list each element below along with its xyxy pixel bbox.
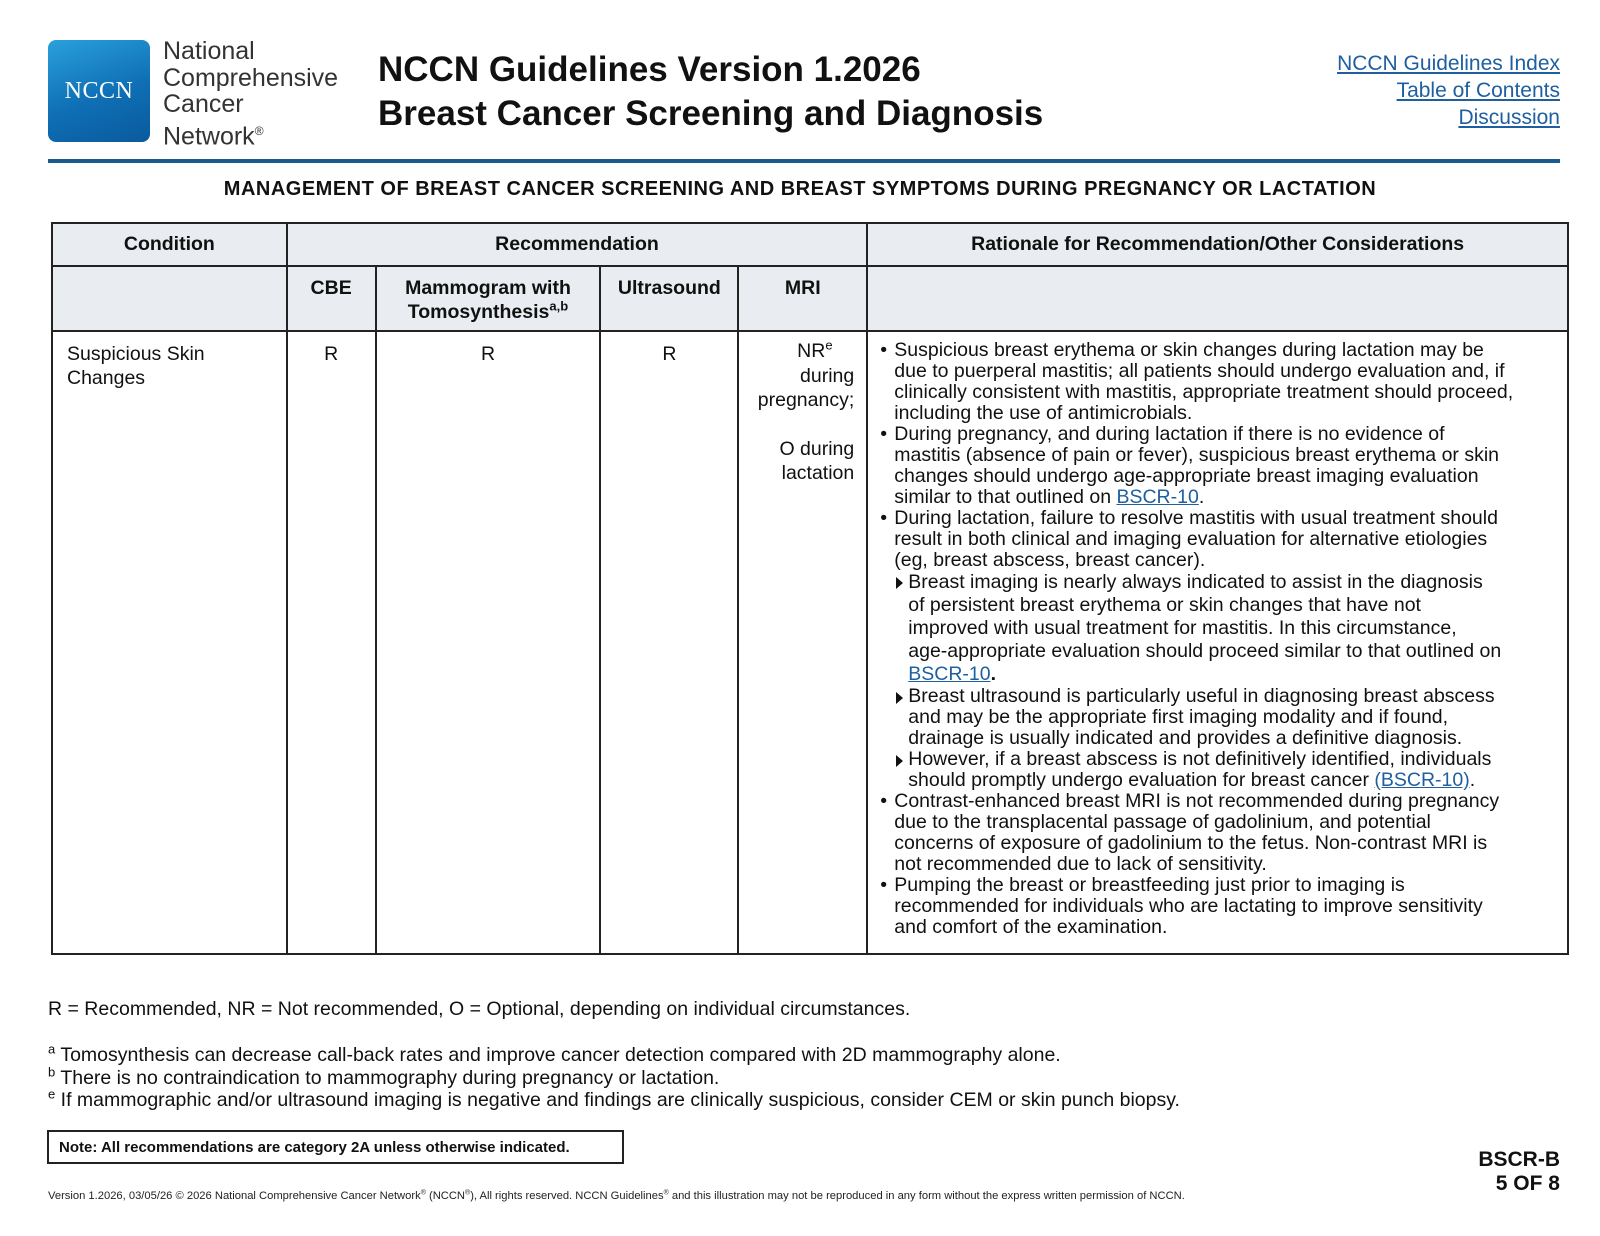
mammogram-cell: R [376,331,601,954]
mri-header: MRI [738,266,867,331]
rationale-subbullet-1: Breast imaging is nearly always indicated to assist in the diagnosis of persistent breast erythema or skin changes that have not improved with usual treatment for mastitis. In this circumstance, age-appropriate evaluation should proceed similar to that outlined on BSCR-10. [880,571,1549,686]
table-of-contents-link[interactable]: Table of Contents [1396,79,1560,102]
footnotes [48,1041,1180,1112]
rationale-subheader [867,266,1568,331]
nccn-logo [48,40,150,142]
page-code: BSCR-B 5 OF 8 [1478,1148,1560,1195]
title-line-2: Breast Cancer Screening and Diagnosis [378,94,1044,133]
abbreviation-legend: R = Recommended, NR = Not recommended, O = Optional, depending on individual circumstances. [48,998,911,1020]
recommendation-table [51,222,1569,955]
recommendation-header: Recommendation [287,223,868,266]
condition-subheader [52,266,287,331]
nav-links [1337,50,1560,131]
ultrasound-cell: R [600,331,738,954]
guidelines-index-link[interactable]: NCCN Guidelines Index [1337,52,1560,75]
condition-cell: Suspicious Skin Changes [52,331,287,954]
header-divider [48,159,1560,163]
rationale-header: Rationale for Recommendation/Other Considerations [867,223,1568,266]
mri-cell: $NR^e$ during pregnancy; O during lactation [738,331,867,954]
bscr-10-link[interactable]: (BSCR-10) [1374,769,1470,791]
rationale-subbullet-3: However, if a breast abscess is not definitively identified, individuals should promptly undergo evaluation for breast cancer (BSCR-10). [880,749,1549,791]
ultrasound-header: Ultrasound [600,266,738,331]
condition-header: Condition [52,223,287,266]
mammogram-header: Mammogram with Tomosynthesis$^{a,b}$ [376,266,601,331]
page-number: 5 OF 8 [1495,1172,1560,1195]
org-name: National Comprehensive Cancer Network® [163,37,339,150]
cbe-cell: R [287,331,376,954]
cbe-header: CBE [287,266,376,331]
page-title [378,48,1043,136]
footnote-b: $^b$ There is no contraindication to mammography during pregnancy or lactation. [48,1064,720,1089]
table-row [52,331,1568,954]
logo-text: NCCN [64,77,134,104]
bscr-10-link[interactable]: BSCR-10 [908,663,991,685]
rationale-bullet-2: • During pregnancy, and during lactation if there is no evidence of mastitis (absence of pain or fever), suspicious breast erythema or skin changes should undergo age-appropriate breast imaging evaluation similar to that outlined on BSCR-10. [880,424,1549,508]
title-line-1: NCCN Guidelines Version 1.2026 [378,50,921,89]
rationale-cell [867,331,1568,954]
registered-mark: ® [254,123,264,138]
footnote-a: $^a$ Tomosynthesis can decrease call-back rates and improve cancer detection compared with 2D mammography alone. [48,1041,1061,1066]
rationale-subbullet-2: Breast ultrasound is particularly useful in diagnosing breast abscess and may be the appropriate first imaging modality and if found, drainage is usually indicated and provides a definitive diagnosis. [880,686,1549,749]
footnote-e: $^e$ If mammographic and/or ultrasound imaging is negative and findings are clinically suspicious, consider CEM or skin punch biopsy. [48,1086,1180,1111]
section-title: MANAGEMENT OF BREAST CANCER SCREENING AND BREAST SYMPTOMS DURING PREGNANCY OR LACTATION [223,178,1377,200]
rationale-bullet-3: • During lactation, failure to resolve mastitis with usual treatment should result in both clinical and imaging evaluation for alternative etiologies (eg, breast abscess, breast cancer). [880,508,1549,571]
discussion-link[interactable]: Discussion [1458,106,1560,129]
bscr-10-link[interactable]: BSCR-10 [1116,486,1199,508]
rationale-bullet-4: • Contrast-enhanced breast MRI is not recommended during pregnancy due to the transplacental passage of gadolinium, and potential concerns of exposure of gadolinium to the fetus. Non-contrast MRI is not recommended due to lack of sensitivity. [880,791,1549,875]
rationale-bullet-5: • Pumping the breast or breastfeeding just prior to imaging is recommended for individuals who are lactating to improve sensitivity and comfort of the examination. [880,875,1549,938]
rationale-bullet-1: • Suspicious breast erythema or skin changes during lactation may be due to puerperal mastitis; all patients should undergo evaluation and, if clinically consistent with mastitis, appropriate treatment should proceed, including the use of antimicrobials. [880,340,1549,424]
category-note: Note: All recommendations are category 2A unless otherwise indicated. [47,1130,624,1164]
version-copyright: Version 1.2026, 03/05/26 © 2026 National Comprehensive Cancer Network® (NCCN®), All rights reserved. NCCN Guidelines® and this illustration may not be reproduced in any form without the express written permission of NCCN. [48,1189,1185,1202]
